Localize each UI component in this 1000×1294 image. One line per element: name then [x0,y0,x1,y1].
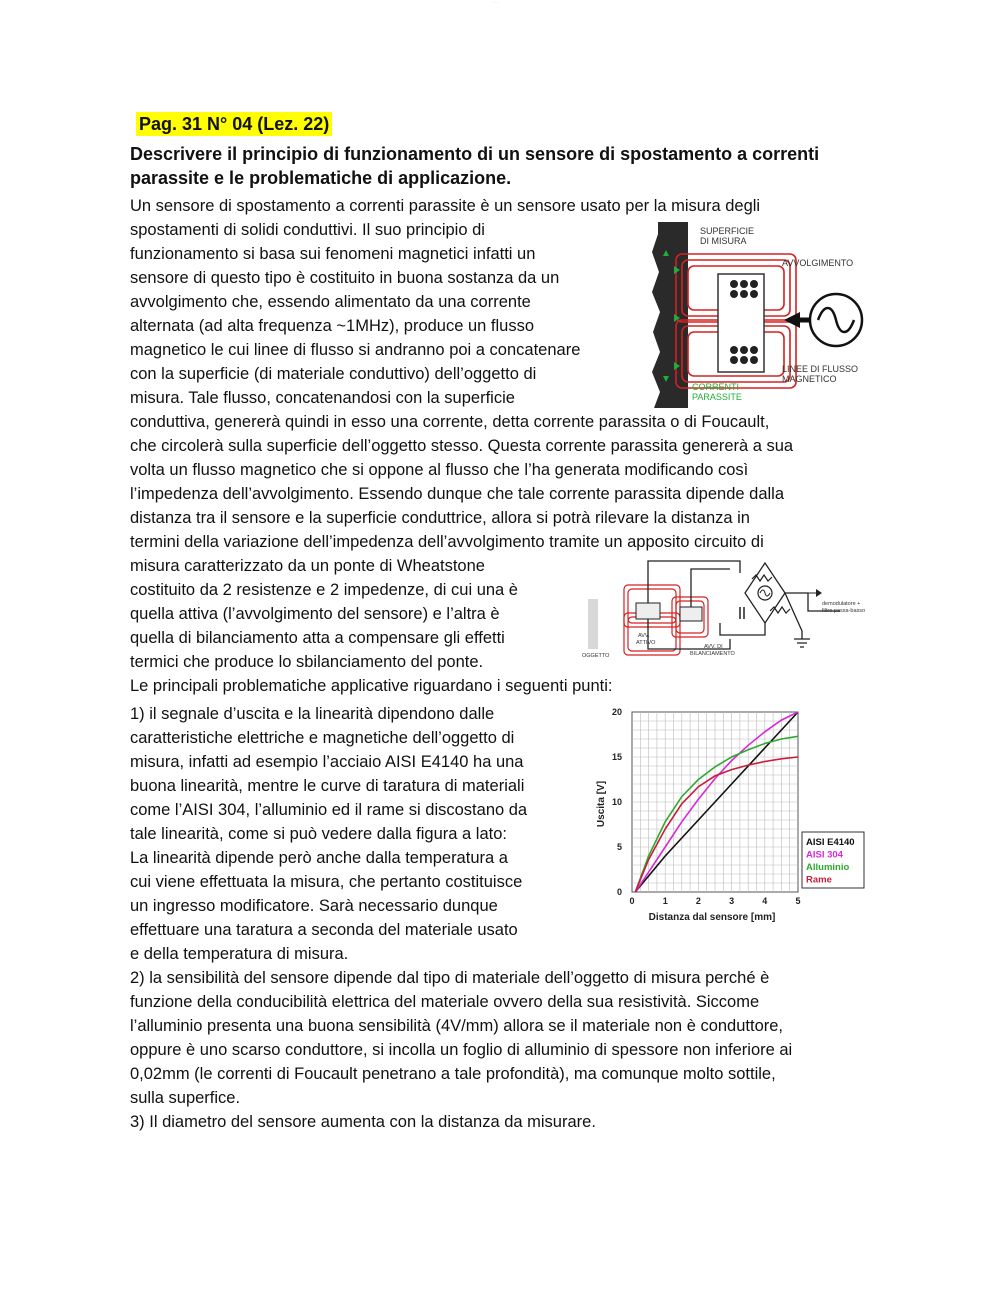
text-line: misura, infatti ad esempio l’acciaio AISI E4140 ha una [130,753,524,771]
chart-legend [802,832,864,888]
y-tick-label: 15 [611,752,622,762]
text-line: distanza tra il sensore e la superficie conduttrice, allora si potrà rilevare la distanza in [130,509,750,527]
text-line: sensore di questo tipo è costituito in buona sostanza da un [130,269,560,287]
text-line: magnetico le cui linee di flusso si andranno poi a concatenare [130,341,581,359]
label-avv-active-1: AVV. [638,633,650,639]
text-line: Un sensore di spostamento a correnti parassite è un sensore usato per la misura degli [130,197,761,215]
label-avvolgimento: AVVOLGIMENTO [782,258,854,268]
text-line: quella di bilanciamento atta a compensare gli effetti [130,629,505,647]
text-line: come l’AISI 304, l’alluminio ed il rame si discostano da [130,801,528,819]
text-line: quella attiva (l’avvolgimento del sensore) e l’altra è [130,605,500,623]
text-line: cui viene effettuata la misura, che pertanto costituisce [130,873,523,891]
text-line: un ingresso modificatore. Sarà necessario dunque [130,897,498,915]
coil-core [718,274,764,372]
y-tick-label: 5 [616,842,622,852]
page-reference-tag: Pag. 31 N° 04 (Lez. 22) [136,112,332,136]
y-tick-label: 0 [616,887,622,897]
active-coil [636,603,660,619]
y-tick-label: 20 [611,707,622,717]
label-magnetico: MAGNETICO [782,374,837,384]
text-line: Le principali problematiche applicative riguardano i seguenti punti: [130,677,613,695]
text-line: costituito da 2 resistenze e 2 impedenze, di cui una è [130,581,518,599]
x-axis-label: Distanza dal sensore [mm] [648,912,776,923]
x-tick-label: 1 [662,896,668,906]
label-oggetto: OGGETTO [582,653,610,659]
text-line: caratteristiche elettriche e magnetiche dell’oggetto di [130,729,515,747]
text-line: termici che produce lo sbilanciamento del ponte. [130,653,484,671]
legend-entry: Rame [806,874,832,886]
label-avv-active-2: ATTIVO [636,640,656,646]
text-line: 2) la sensibilità del sensore dipende dal tipo di materiale dell’oggetto di misura perché è [130,969,770,987]
legend-entry: AISI 304 [806,849,843,861]
text-line: alternata (ad alta frequenza ~1MHz), produce un flusso [130,317,535,335]
x-tick-label: 4 [762,896,768,906]
eddy-current-sensor-figure [648,222,870,408]
question-title [130,142,819,190]
text-line: volta un flusso magnetico che si oppone al flusso che l’ha generata modificando così [130,461,749,479]
x-tick-label: 5 [795,896,801,906]
x-tick-label: 2 [695,896,701,906]
label-parassite: PARASSITE [692,392,742,402]
y-axis-label: Uscita [V] [596,780,607,828]
text-line: 1) il segnale d’uscita e la linearità dipendono dalle [130,705,495,723]
label-di-misura: DI MISURA [700,236,747,246]
label-avv-bil-2: BILANCIAMENTO [690,651,735,657]
legend-entry: Alluminio [806,862,850,873]
question-line: Descrivere il principio di funzionamento di un sensore di spostamento a correnti [130,144,820,164]
header-mark: · · · [492,0,499,5]
text-line: funzionamento si basa sui fenomeni magnetici infatti un [130,245,536,263]
calibration-chart [592,700,870,928]
text-line: conduttiva, genererà quindi in esso una corrente, detta corrente parassita o di Foucault, [130,413,770,431]
text-line: avvolgimento che, essendo alimentato da una corrente [130,293,531,311]
x-tick-label: 0 [629,896,635,906]
text-line: oppure è uno scarso conduttore, si incolla un foglio di alluminio di spessore non inferiore ai [130,1041,793,1059]
wheatstone-bridge-figure [580,553,870,663]
x-tick-label: 3 [729,896,735,906]
text-line: termini della variazione dell’impedenza dell’avvolgimento tramite un apposito circuito di [130,533,764,551]
question-line: parassite e le problematiche di applicazione. [130,168,512,188]
text-line: misura. Tale flusso, concatenandosi con la superficie [130,389,515,407]
text-line: 3) Il diametro del sensore aumenta con la distanza da misurare. [130,1113,596,1131]
text-line: spostamenti di solidi conduttivi. Il suo principio di [130,221,485,239]
text-line: tale linearità, come si può vedere dalla figura a lato: [130,825,507,843]
label-correnti: CORRENTI [692,382,739,392]
text-line: misura caratterizzato da un ponte di Wheatstone [130,557,485,575]
text-line: effettuare una taratura a seconda del materiale usato [130,921,518,939]
y-tick-label: 10 [611,797,622,807]
text-line: l’alluminio presenta una buona sensibilità (4V/mm) allora se il materiale non è conduttore, [130,1017,784,1035]
text-line: La linearità dipende però anche dalla temperatura a [130,849,508,867]
text-line: e della temperatura di misura. [130,945,349,963]
text-line: con la superficie (di materiale conduttivo) dell’oggetto di [130,365,537,383]
label-demod: demodulatore + [822,601,861,607]
label-filtro: filtro passa-basso [822,608,866,614]
target-object-shape [588,599,598,649]
label-superficie: SUPERFICIE [700,226,755,236]
label-linee-flusso: LINEE DI FLUSSO [782,364,859,374]
text-line: funzione della conducibilità elettrica del materiale ovvero della sua resistività. Siccome [130,993,760,1011]
text-line: che circolerà sulla superficie dell’oggetto stesso. Questa corrente parassita genererà a sua [130,437,794,455]
balance-coil [680,607,702,621]
text-line: buona linearità, mentre le curve di taratura di materiali [130,777,525,795]
text-line: l’impedenza dell’avvolgimento. Essendo dunque che tale corrente parassita dipende dalla [130,485,785,503]
text-line: sulla superfice. [130,1089,241,1107]
label-avv-bil-1: AVV. DI [704,644,723,650]
text-line: 0,02mm (le correnti di Foucault penetrano a tale profondità), ma comunque molto sottile, [130,1065,776,1083]
legend-entry: AISI E4140 [806,837,855,848]
